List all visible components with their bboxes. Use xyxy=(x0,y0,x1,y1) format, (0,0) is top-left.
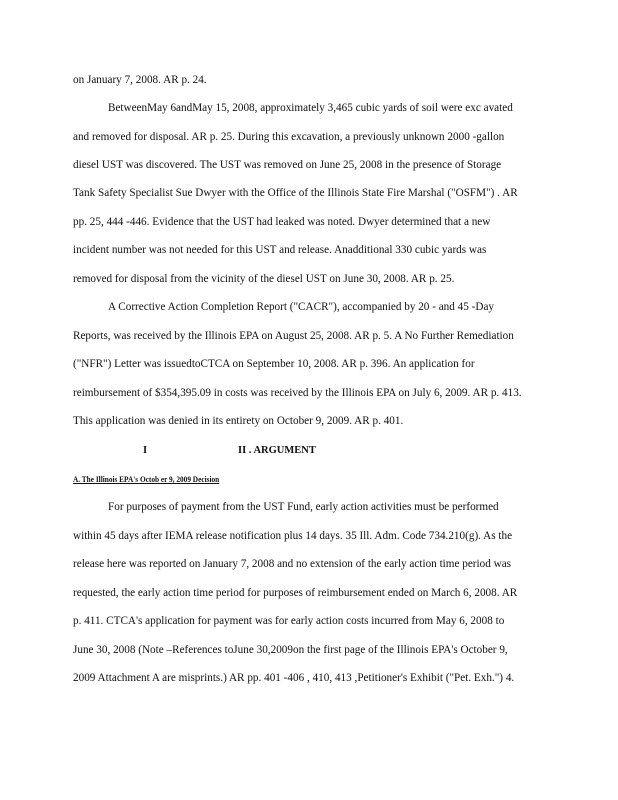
text-line-9: A Corrective Action Completion Report ("CACR"), accompanied by 20 - and 45 -Day xyxy=(108,301,495,313)
text-line-12: reimbursement of $354,395.09 in costs was received by the Illinois EPA on July 6, 2009. AR p. 413. xyxy=(73,387,522,399)
text-line-16: release here was reported on January 7, 2008 and no extension of the early action time period was xyxy=(73,558,512,570)
text-line-6: pp. 25, 444 -446. Evidence that the UST had leaked was noted. Dwyer determined that a new xyxy=(73,216,491,228)
section-title: II . ARGUMENT xyxy=(238,445,316,456)
section-numeral: I xyxy=(143,445,148,456)
text-line-11: ("NFR") Letter was issuedtoCTCA on September 10, 2008. AR p. 396. An application for xyxy=(73,358,475,370)
text-line-17: requested, the early action time period for purposes of reimbursement ended on March 6, 2008. AR xyxy=(73,587,518,599)
text-line-4: diesel UST was discovered. The UST was removed on June 25, 2008 in the presence of Storage xyxy=(73,159,502,171)
text-line-2: BetweenMay 6andMay 15, 2008, approximately 3,465 cubic yards of soil were exc avated xyxy=(108,102,513,114)
text-line-13: This application was denied in its entirety on October 9, 2009. AR p. 401. xyxy=(73,415,404,427)
text-line-8: removed for disposal from the vicinity of the diesel UST on June 30, 2008. AR p. 25. xyxy=(73,273,455,285)
text-line-1: on January 7, 2008. AR p. 24. xyxy=(73,74,207,86)
text-line-3: and removed for disposal. AR p. 25. During this excavation, a previously unknown 2000 -gallon xyxy=(73,131,505,143)
text-line-18: p. 411. CTCA's application for payment was for early action costs incurred from May 6, 2008 to xyxy=(73,615,505,627)
text-line-7: incident number was not needed for this UST and release. Anadditional 330 cubic yards was xyxy=(73,244,487,256)
text-line-14: For purposes of payment from the UST Fund, early action activities must be performed xyxy=(108,501,499,513)
subsection-heading: A. The Illinois EPA's Octob er 9, 2009 Decision xyxy=(73,474,220,484)
text-line-15: within 45 days after IEMA release notification plus 14 days. 35 Ill. Adm. Code 734.210(g). As the xyxy=(73,530,513,542)
text-line-10: Reports, was received by the Illinois EPA on August 25, 2008. AR p. 5. A No Further Remediation xyxy=(73,330,514,342)
text-line-20: 2009 Attachment A are misprints.) AR pp. 401 -406 , 410, 413 ,Petitioner's Exhibit ("Pet. Exh.") 4. xyxy=(73,672,515,684)
text-line-5: Tank Safety Specialist Sue Dwyer with the Office of the Illinois State Fire Marshal ("OSFM") . AR xyxy=(73,187,518,199)
text-line-19: June 30, 2008 (Note –References toJune 30,2009on the first page of the Illinois EPA's October 9, xyxy=(73,644,508,656)
